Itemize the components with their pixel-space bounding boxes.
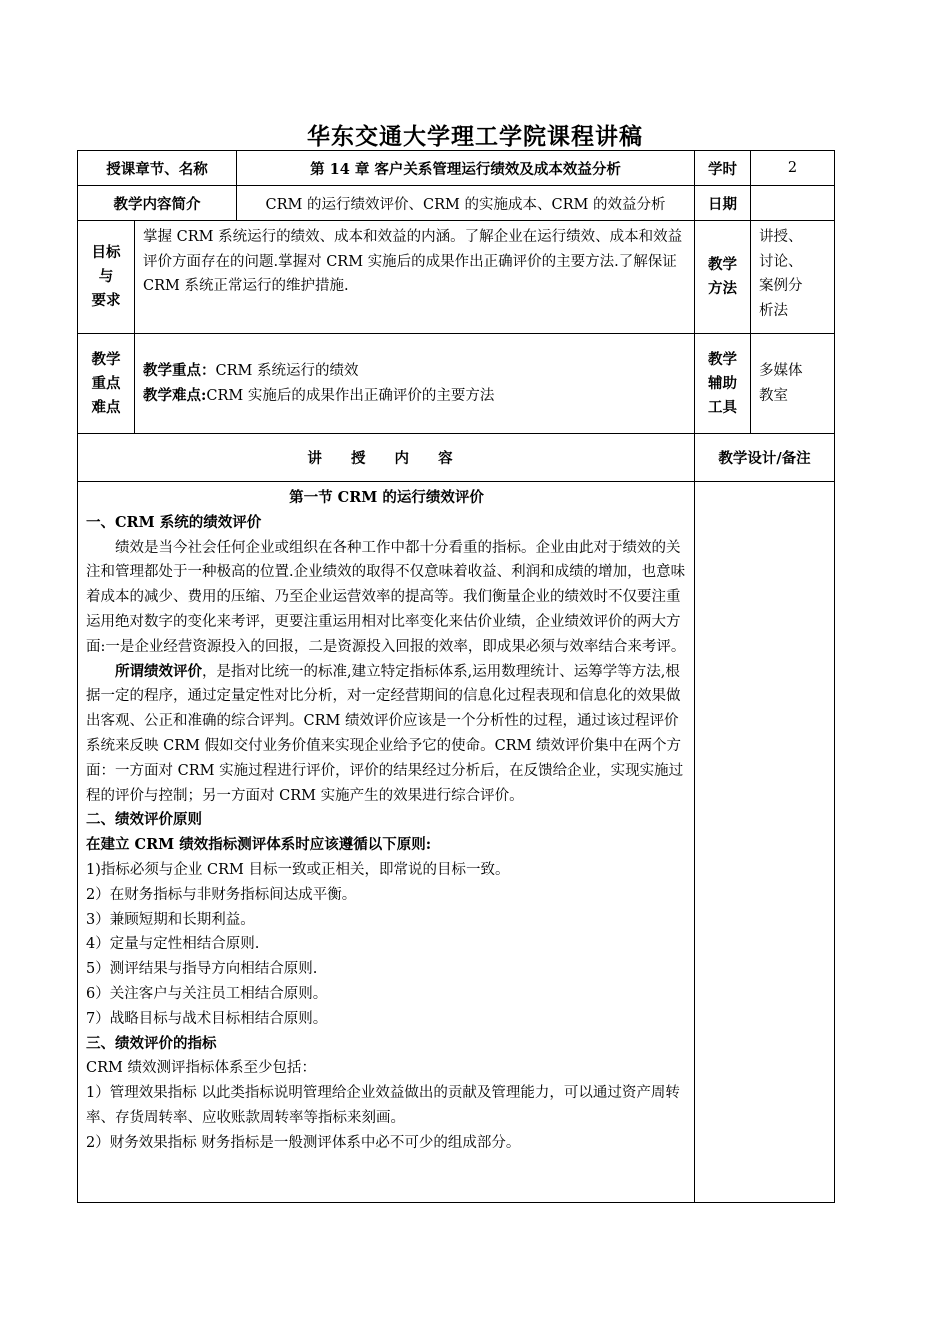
date-value [751, 186, 835, 221]
method-value-line: 案例分 [759, 278, 803, 294]
goals-row [78, 221, 835, 334]
lecture-table [77, 150, 835, 1203]
method-value [751, 221, 835, 334]
focus-text: CRM 系统运行的绩效 [215, 363, 359, 379]
heading-1: 一、CRM 系统的绩效评价 [86, 513, 262, 531]
principle-item: 2）在财务指标与非财务指标间达成平衡。 [86, 886, 357, 903]
paragraph-2-text: ，是指对比统一的标准,建立特定指标体系,运用数理统计、运筹学等方法,根据一定的程序，通过定量定性对比分析，对一定经营期间的信息化过程表现和信息化的效果做出客观、公正和准确的综合评判。CRM 绩效评价应该是一个分析性的过程，通过该过程评价系统来反映 CRM 假如交付业务价值来实现企业给予它的使命。CRM 绩效评价集中在两个方面：一方面对 CRM 实施过程进行评价，评价的结果经过分析后，在反馈给企业，实现实施过程的评价与控制；另一方面对 CRM 实施产生的效果进行综合评价。 [86, 663, 684, 804]
principle-item: 6）关注客户与关注员工相结合原则。 [86, 985, 328, 1002]
goals-label-line: 与 [98, 268, 114, 285]
indicator-item: 2）财务效果指标 财务指标是一般测评体系中必不可少的组成部分。 [86, 1134, 521, 1151]
principle-item: 5）测评结果与指导方向相结合原则. [86, 961, 318, 978]
keypoints-label-line: 重点 [91, 374, 121, 392]
hours-label: 学时 [695, 151, 751, 186]
paragraph-1: 绩效是当今社会任何企业或组织在各种工作中都十分看重的指标。企业由此对于绩效的关注和管理都处于一种极高的位置.企业绩效的取得不仅意味着收益、利润和成绩的增加，也意味着成本的减少、费用的压缩、乃至企业运营效率的提高等。我们衡量企业的绩效时不仅要注重运用绝对数字的变化来考评，更要注重运用相对比率变化来估价业绩，企业绩效评价的两大方面:一是企业经营资源投入的回报，二是资源投入回报的效率，即成果必须与效率结合来考评。 [86, 539, 686, 655]
chapter-label: 授课章节、名称 [78, 151, 237, 186]
heading-2: 二、绩效评价原则 [86, 811, 202, 829]
keypoints-label-line: 难点 [91, 398, 121, 416]
hours-value: 2 [751, 151, 835, 186]
chapter-row [78, 151, 835, 186]
document-title: 华东交通大学理工学院课程讲稿 [307, 123, 643, 150]
principle-item: 4）定量与定性相结合原则. [86, 936, 260, 953]
tools-value-line: 多媒体 [759, 363, 803, 379]
teaching-difficulty [143, 384, 686, 409]
date-label: 日期 [695, 186, 751, 221]
summary-label: 教学内容简介 [78, 186, 237, 221]
teaching-focus [143, 359, 686, 384]
keypoints-label-line: 教学 [91, 350, 121, 368]
summary-value: CRM 的运行绩效评价、CRM 的实施成本、CRM 的效益分析 [237, 186, 695, 221]
focus-label: 教学重点： [143, 362, 216, 379]
principle-item: 1)指标必须与企业 CRM 目标一致或正相关，即常说的目标一致。 [86, 861, 510, 878]
paragraph-2 [86, 660, 687, 809]
method-value-line: 讨论、 [759, 253, 803, 270]
difficulty-label: 教学难点: [143, 386, 207, 404]
content-header-row [78, 434, 835, 482]
chapter-value: 第 14 章 客户关系管理运行绩效及成本效益分析 [237, 151, 695, 186]
method-value-line: 析法 [759, 302, 788, 319]
method-value-line: 讲授、 [759, 229, 803, 245]
goals-label [78, 221, 135, 334]
tools-label-line: 教学 [708, 350, 737, 368]
method-label [695, 221, 751, 334]
content-row [78, 482, 835, 1203]
heading-2-sub: 在建立 CRM 绩效指标测评体系时应该遵循以下原则: [86, 836, 432, 854]
tools-value-line: 教室 [759, 387, 788, 404]
tools-value [751, 334, 835, 434]
heading-3: 三、绩效评价的指标 [86, 1034, 217, 1052]
keypoints-text [135, 334, 695, 434]
lecture-content-header: 讲 授 内 容 [78, 434, 695, 482]
summary-row [78, 186, 835, 221]
section-title: 第一节 CRM 的运行绩效评价 [289, 489, 484, 506]
goals-text: 掌握 CRM 系统运行的绩效、成本和效益的内涵。了解企业在运行绩效、成本和效益评价方面存在的问题.掌握对 CRM 实施后的成果作出正确评价的主要方法.了解保证 CRM 系统正常运行的维护措施. [135, 221, 695, 334]
keypoints-row [78, 334, 835, 434]
method-label-line: 教学 [708, 256, 737, 273]
paragraph-2-bold: 所谓绩效评价 [115, 662, 202, 680]
goals-label-line: 目标 [91, 244, 121, 261]
lecture-content [78, 482, 695, 1203]
notes-header: 教学设计/备注 [695, 434, 835, 482]
tools-label-line: 工具 [708, 398, 737, 416]
principle-item: 3）兼顾短期和长期利益。 [86, 911, 255, 928]
tools-label-line: 辅助 [708, 374, 737, 392]
keypoints-label [78, 334, 135, 434]
notes-cell [695, 482, 835, 1203]
goals-label-line: 要求 [91, 292, 121, 309]
principle-item: 7）战略目标与战术目标相结合原则。 [86, 1010, 328, 1027]
difficulty-text: CRM 实施后的成果作出正确评价的主要方法 [206, 387, 495, 404]
indicator-item: 1）管理效果指标 以此类指标说明管理给企业效益做出的贡献及管理能力，可以通过资产周转率、存货周转率、应收账款周转率等指标来刻画。 [86, 1085, 680, 1126]
indicators-intro: CRM 绩效测评指标体系至少包括： [86, 1060, 316, 1077]
method-label-line: 方法 [708, 280, 737, 297]
tools-label [695, 334, 751, 434]
